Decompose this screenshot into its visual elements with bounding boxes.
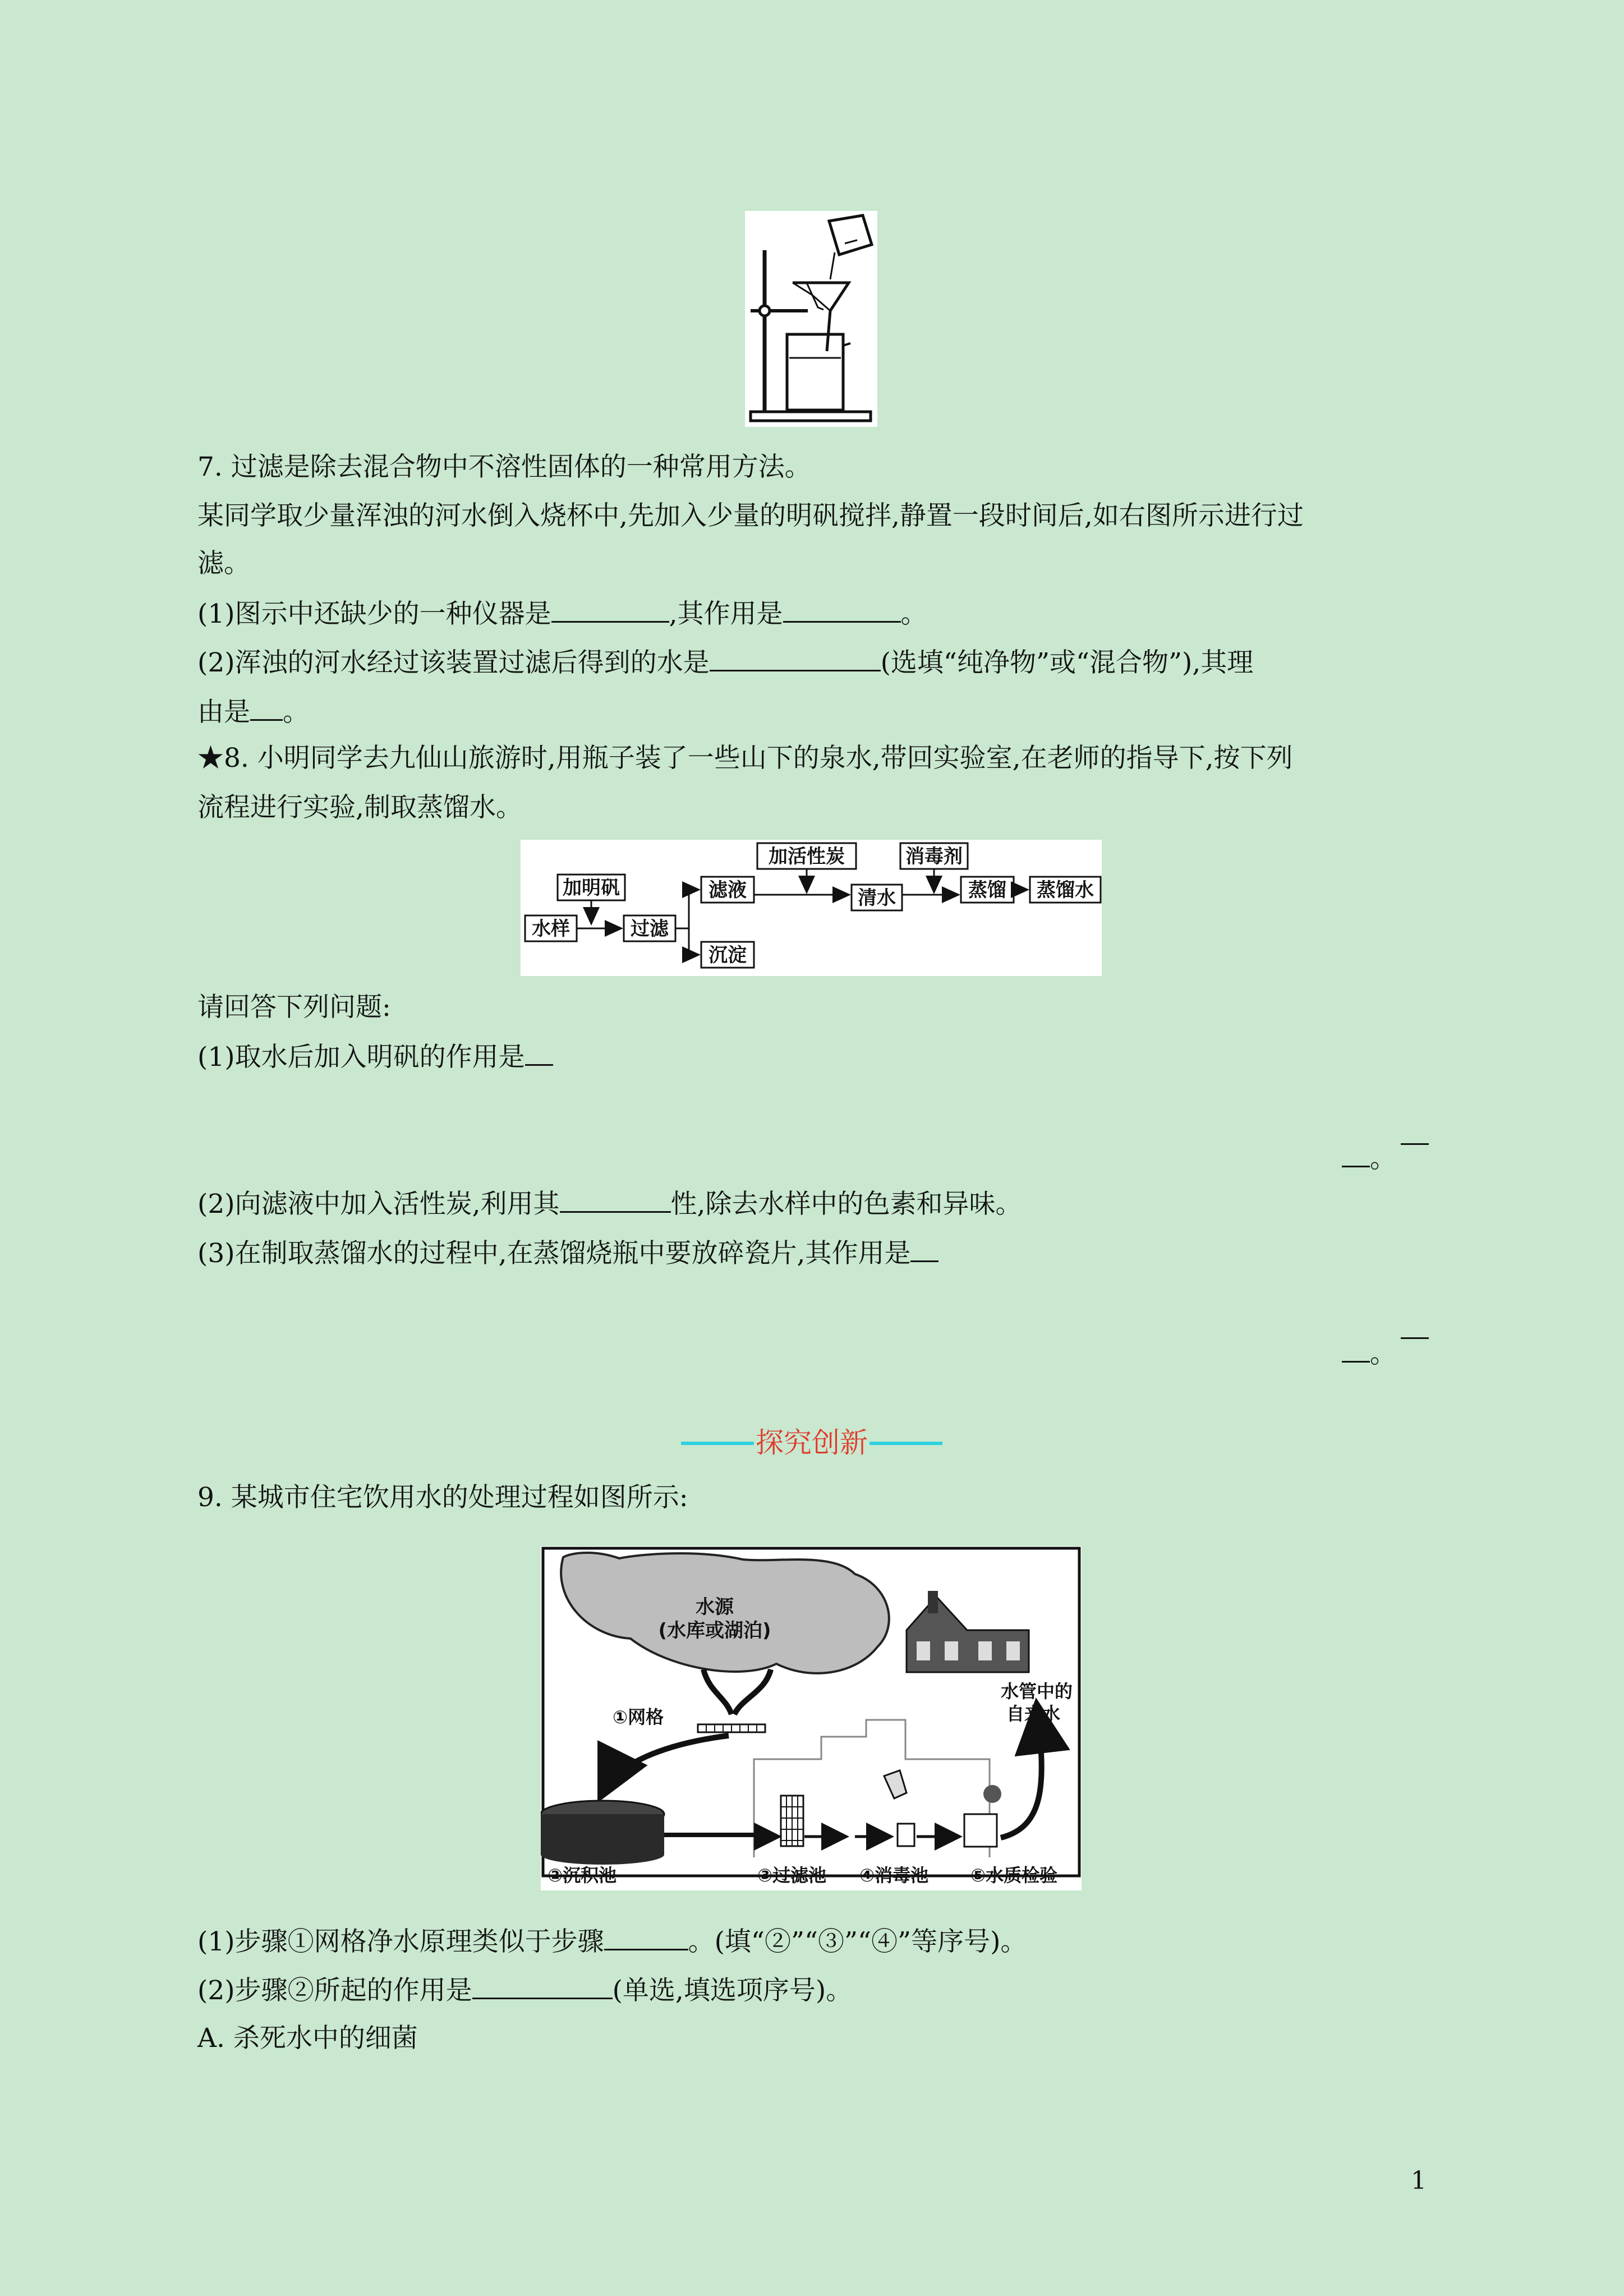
q7-part1-blank-function[interactable] [783, 596, 901, 623]
q9-part1-blank[interactable] [604, 1924, 688, 1950]
diagram-settle: ②沉积池 [548, 1865, 617, 1886]
q7-part1-end: 。 [900, 599, 927, 629]
flow-disinfectant: 消毒剂 [905, 845, 963, 868]
q8-part1 [197, 1039, 553, 1074]
q7-title: 7. 过滤是除去混合物中不溶性固体的一种常用方法。 [197, 452, 811, 482]
q9-title: 9. 某城市住宅饮用水的处理过程如图所示: [197, 1482, 688, 1513]
q9-part2-text: (2)步骤②所起的作用是 [197, 1975, 472, 2006]
q8-part2 [197, 1186, 1022, 1221]
water-treatment-diagram [541, 1546, 1082, 1890]
q7-intro-line2: 滤。 [197, 548, 250, 579]
q7-reason-label: 由是 [197, 697, 250, 728]
page-number: 1 [1411, 2166, 1427, 2195]
q9-part2-text2: (单选,填选项序号)。 [612, 1975, 853, 2006]
diagram-source: 水源 [696, 1596, 734, 1618]
q7-part1-blank-instrument[interactable] [551, 596, 669, 623]
q8-part1-end: 。 [1342, 1138, 1396, 1175]
flow-carbon: 加活性炭 [769, 845, 845, 868]
q8-part2-blank[interactable] [560, 1186, 671, 1213]
q9-part1-text2: 。(填“②”“③”“④”等序号)。 [688, 1926, 1027, 1957]
q8-title: ★8. 小明同学去九仙山旅游时,用瓶子装了一些山下的泉水,带回实验室,在老师的指导下,按下列 [197, 743, 1293, 774]
q7-part1-text2: ,其作用是 [669, 599, 783, 629]
q9-part1-text: (1)步骤①网格净水原理类似于步骤 [197, 1926, 604, 1957]
q8-part2-text2: 性,除去水样中的色素和异味。 [670, 1189, 1022, 1220]
q9-part2 [197, 1973, 852, 2008]
q8-part3-text: (3)在制取蒸馏水的过程中,在蒸馏烧瓶中要放碎瓷片,其作用是 [197, 1238, 911, 1269]
diagram-tap2: 自来水 [1006, 1703, 1061, 1724]
q9-part1 [197, 1924, 1027, 1959]
q7-part2-reason [197, 694, 309, 729]
q7-part2-blank-reason[interactable] [250, 694, 283, 721]
q8-part1-text: (1)取水后加入明矾的作用是 [197, 1042, 525, 1073]
flow-distilled-water: 蒸馏水 [1037, 879, 1094, 901]
flow-filtrate: 滤液 [709, 879, 747, 901]
diagram-filterpool: ③过滤池 [757, 1865, 827, 1886]
q8-part3-blank-cont[interactable] [1401, 1313, 1429, 1346]
q8-flowchart [521, 840, 1102, 976]
diagram-tap1: 水管中的 [1001, 1681, 1073, 1702]
flow-distill: 蒸馏 [968, 879, 1006, 901]
q7-part2 [197, 645, 1253, 680]
q7-part2-text2: (选填“纯净物”或“混合物”),其理 [880, 647, 1254, 678]
diagram-disinfect: ④消毒池 [859, 1865, 929, 1886]
flow-sediment: 沉淀 [709, 944, 747, 967]
q8-title-line2: 流程进行实验,制取蒸馏水。 [197, 792, 522, 823]
flow-sample: 水样 [532, 918, 570, 940]
q8-part1-blank-cont[interactable] [1401, 1119, 1429, 1152]
q8-part1-blank[interactable] [525, 1039, 553, 1066]
flow-filter: 过滤 [631, 918, 669, 940]
q7-reason-end: 。 [283, 697, 309, 728]
q7-part1 [197, 596, 927, 631]
q7-intro-line1: 某同学取少量浑浊的河水倒入烧杯中,先加入少量的明矾搅拌,静置一段时间后,如右图所示进行过 [197, 500, 1304, 531]
section-title: 探究创新 [756, 1427, 868, 1459]
q8-prompt: 请回答下列问题: [197, 992, 391, 1023]
diagram-grid: ①网格 [613, 1706, 664, 1728]
q7-part2-blank-water[interactable] [710, 645, 881, 671]
filtration-apparatus-figure [745, 211, 877, 427]
flow-clear-water: 清水 [858, 887, 896, 909]
q9-part2-blank[interactable] [472, 1973, 613, 1999]
diagram-source-sub: (水库或湖泊) [658, 1619, 771, 1642]
q7-part1-text: (1)图示中还缺少的一种仪器是 [197, 599, 551, 629]
q7-part2-text: (2)浑浊的河水经过该装置过滤后得到的水是 [197, 647, 710, 678]
q8-part2-text: (2)向滤液中加入活性炭,利用其 [197, 1189, 560, 1220]
diagram-check: ⑤水质检验 [970, 1865, 1058, 1886]
q9-option-a: A. 杀死水中的细菌 [197, 2023, 418, 2054]
q8-part3-blank[interactable] [910, 1236, 938, 1262]
q8-part3 [197, 1236, 938, 1271]
q8-part3-end: 。 [1342, 1333, 1396, 1370]
flow-alum: 加明矾 [563, 877, 620, 899]
